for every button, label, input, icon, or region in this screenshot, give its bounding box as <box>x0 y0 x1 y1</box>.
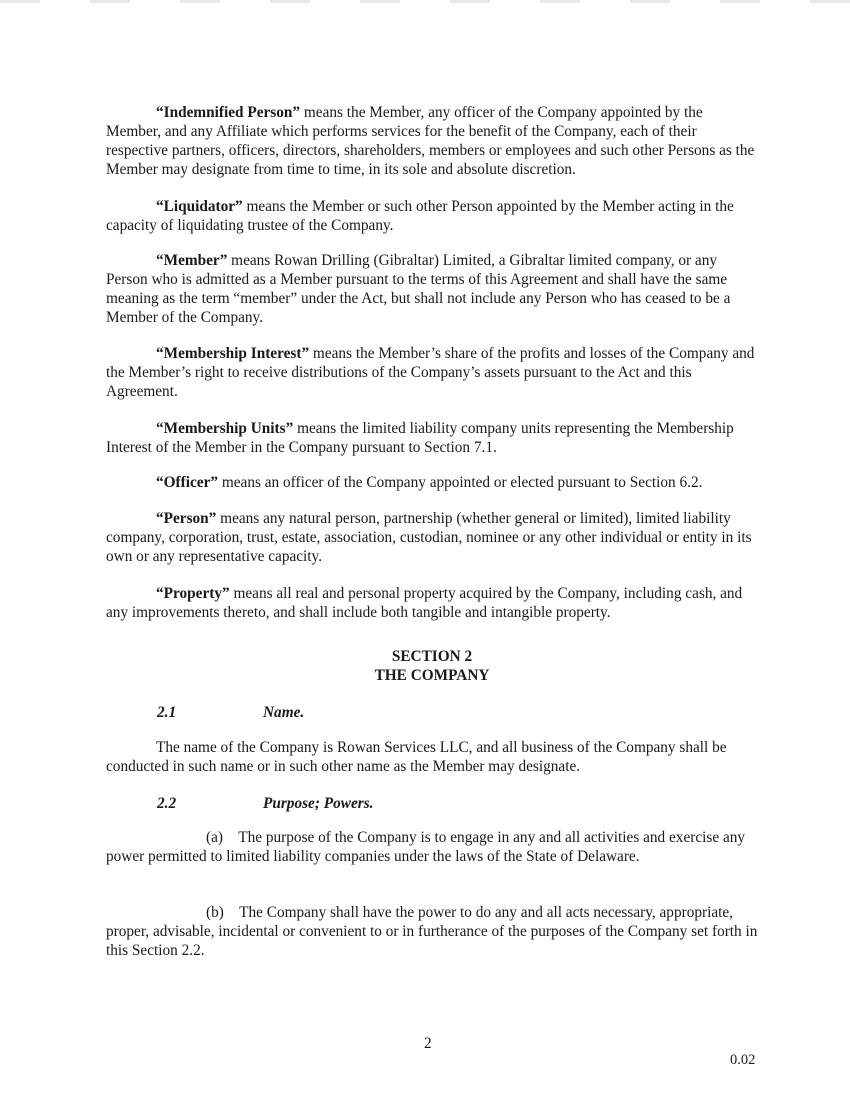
scan-edge-artifact <box>0 0 850 3</box>
document-version: 0.02 <box>730 1052 756 1068</box>
definition-text: means an officer of the Company appointed or elected pursuant to Section 6.2. <box>218 474 703 491</box>
definition-membership-interest <box>106 344 758 401</box>
defined-term: “Membership Interest” <box>156 345 310 362</box>
clause-purpose-a <box>106 828 758 866</box>
defined-term: “Indemnified Person” <box>156 104 301 121</box>
defined-term: “Property” <box>156 585 230 602</box>
clause-title: Name. <box>263 704 305 721</box>
page-number: 2 <box>424 1035 432 1052</box>
definition-person <box>106 509 758 566</box>
definition-text: means the limited liability company units representing the Membership Interest of the Member in the Company pursuant to Section 7.1. <box>106 420 734 456</box>
definition-indemnified-person <box>106 103 758 179</box>
clause-title: Purpose; Powers. <box>263 795 374 812</box>
definition-text: means all real and personal property acquired by the Company, including cash, and any improvements thereto, and shall include both tangible and intangible property. <box>106 585 743 621</box>
definition-text: means the Member or such other Person appointed by the Member acting in the capacity of liquidating trustee of the Company. <box>106 198 734 234</box>
clause-name-body <box>106 738 758 776</box>
clause-purpose-b <box>106 903 758 960</box>
definition-text: means Rowan Drilling (Gibraltar) Limited, a Gibraltar limited company, or any Person who is admitted as a Member pursuant to the terms of this Agreement and shall have the same meaning as the term “member” under the Act, but shall not include any Person who has ceased to be a Member of the Company. <box>106 252 731 326</box>
definition-membership-units <box>106 419 758 457</box>
section-number: SECTION 2 <box>391 648 473 665</box>
clause-number: 2.1 <box>157 704 177 721</box>
subclause-text: (a) The purpose of the Company is to engage in any and all activities and exercise any power permitted to limited liability companies under the laws of the State of Delaware. <box>106 829 746 865</box>
clause-body-text: The name of the Company is Rowan Services LLC, and all business of the Company shall be conducted in such name or in such other name as the Member may designate. <box>106 739 727 775</box>
clause-number: 2.2 <box>157 795 177 812</box>
definition-text: means the Member’s share of the profits and losses of the Company and the Member’s right to receive distributions of the Company’s assets pursuant to the Act and this Agreement. <box>106 345 755 400</box>
defined-term: “Liquidator” <box>156 198 243 215</box>
defined-term: “Membership Units” <box>156 420 294 437</box>
definition-text: means the Member, any officer of the Company appointed by the Member, and any Affiliate which performs services for the benefit of the Company, each of their respective partners, officers, directors, shareholders, members or employees and such other Persons as the Member may designate from time to time, in its sole and absolute discretion. <box>106 104 755 178</box>
definition-officer <box>106 473 758 492</box>
defined-term: “Officer” <box>156 474 219 491</box>
section-title: THE COMPANY <box>374 667 490 684</box>
defined-term: “Person” <box>156 510 217 527</box>
defined-term: “Member” <box>156 252 228 269</box>
definition-property <box>106 584 758 622</box>
definition-liquidator <box>106 197 758 235</box>
definition-text: means any natural person, partnership (whether general or limited), limited liability company, corporation, trust, estate, association, custodian, nominee or any other individual or entity in its own or any representative capacity. <box>106 510 752 565</box>
definition-member <box>106 251 758 327</box>
subclause-text: (b) The Company shall have the power to do any and all acts necessary, appropriate, proper, advisable, incidental or convenient to or in furtherance of the purposes of the Company set forth in this Section 2.2. <box>106 904 758 959</box>
